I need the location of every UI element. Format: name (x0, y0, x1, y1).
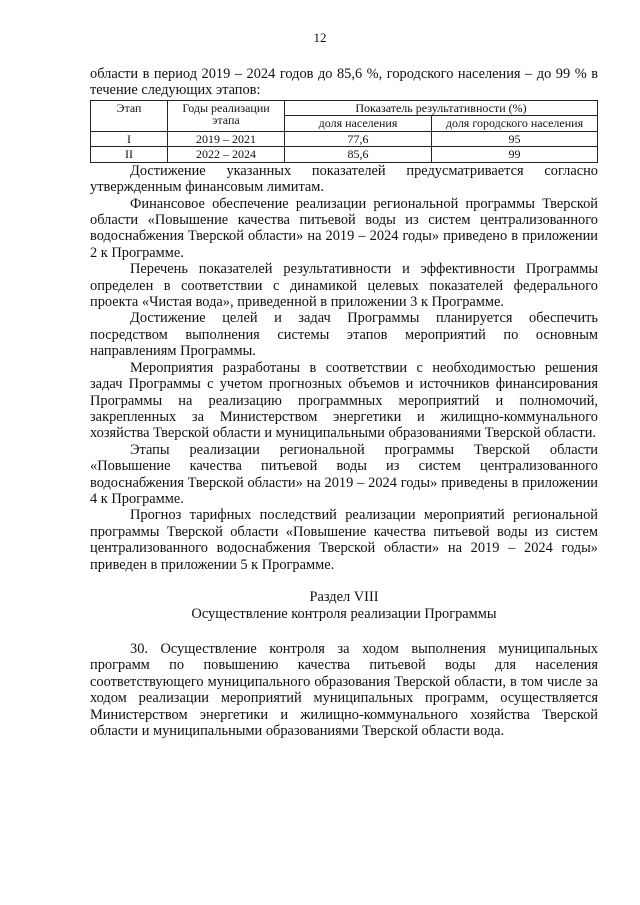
stages-table (90, 100, 598, 163)
page-content (90, 66, 598, 739)
section-number: Раздел VIII (309, 588, 379, 605)
cell-stage: II (91, 147, 168, 163)
paragraph-30: 30. Осуществление контроля за ходом выполнения муниципальных программ по повышению качества питьевой воды для населения соответствующего муниципального образования Тверской области, в том числе за ходом реализации мероприятий муниципальных программ, осуществляется Министерством энергетики и жилищно-коммунального хозяйства Тверской области и муниципальными образованиями Тверской области вода. (90, 640, 598, 739)
header-urban: доля городского населения (432, 116, 598, 132)
cell-years: 2022 – 2024 (168, 147, 285, 163)
paragraph: Мероприятия разработаны в соответствии с необходимостью решения задач Программы с учетом прогнозных объемов и источников финансирования Программы на реализацию программных мероприятий и полномочий, закрепленных за Министерством энергетики и жилищно-коммунального хозяйства Тверской области и муниципальными образованиями Тверской области. (90, 359, 598, 442)
cell-years: 2019 – 2021 (168, 131, 285, 147)
header-indicator: Показатель результативности (%) (285, 100, 598, 116)
cell-population: 85,6 (285, 147, 432, 163)
paragraph: Прогноз тарифных последствий реализации мероприятий региональной программы Тверской области «Повышение качества питьевой воды из систем централизованного водоснабжения Тверской области» на 2019 – 2024 годы» приведен в приложении 5 к Программе. (90, 507, 598, 573)
header-years: Годы реализации этапа (168, 100, 285, 131)
paragraph: Этапы реализации региональной программы Тверской области «Повышение качества питьевой воды из систем централизованного водоснабжения Тверской области» на 2019 – 2024 годы» приведены в приложении 4 к Программе. (90, 441, 598, 507)
paragraph: Перечень показателей результативности и эффективности Программы определен в соответствии с динамикой целевых показателей федерального проекта «Чистая вода», приведенной в приложении 3 к Программе. (90, 261, 598, 311)
table-header-row (91, 100, 598, 116)
paragraph: Достижение указанных показателей предусматривается согласно утвержденным финансовым лимитам. (90, 162, 598, 196)
continuation-paragraph: области в период 2019 – 2024 годов до 85,6 %, городского населения – до 99 % в течение следующих этапов: (90, 66, 598, 99)
cell-population: 77,6 (285, 131, 432, 147)
section-title: Осуществление контроля реализации Программы (191, 605, 497, 622)
cell-urban: 95 (432, 131, 598, 147)
cell-stage: I (91, 131, 168, 147)
paragraph: Достижение целей и задач Программы планируется обеспечить посредством выполнения системы этапов мероприятий по основным направлениям Программы. (90, 310, 598, 360)
page-number: 12 (313, 30, 327, 45)
table-row (91, 147, 598, 163)
section-heading (90, 589, 598, 623)
header-stage: Этап (91, 100, 168, 131)
paragraph: Финансовое обеспечение реализации региональной программы Тверской области «Повышение качества питьевой воды из систем централизованного водоснабжения Тверской области» на 2019 – 2024 годы» приведено в приложении 2 к Программе. (90, 195, 598, 261)
header-population: доля населения (285, 116, 432, 132)
cell-urban: 99 (432, 147, 598, 163)
table-row (91, 131, 598, 147)
